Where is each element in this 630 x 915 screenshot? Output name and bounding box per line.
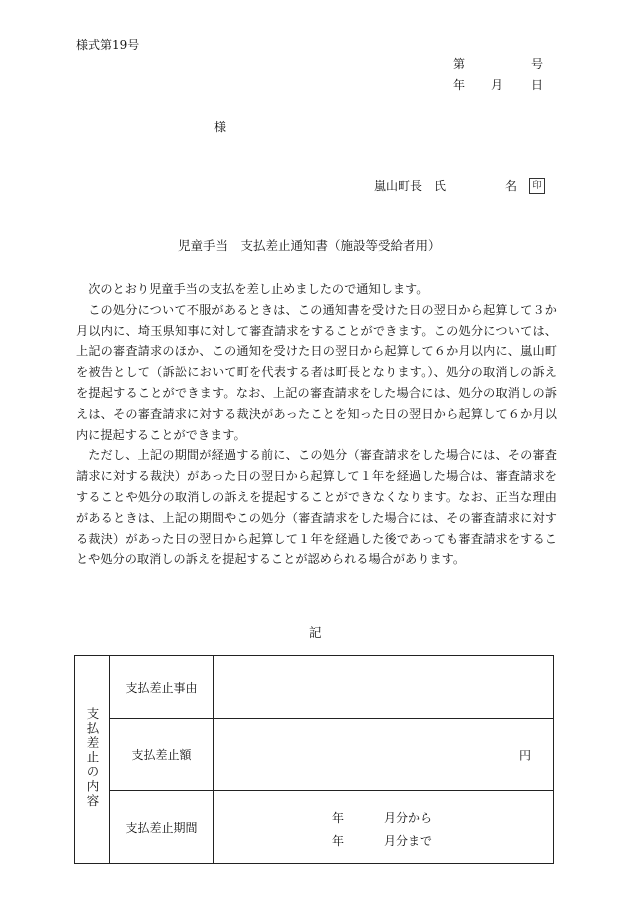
document-number-label: 第 — [453, 57, 466, 71]
body-paragraph: ただし、上記の期間が経過する前に、この処分（審査請求をした場合には、その審査請求に対する裁決）があった日の翌日から起算して１年を経過した場合は、審査請求をすることや処分の取消しの訴えを提起することができなくなります。なお、正当な理由があるときは、上記の期間やこの処分（審査請求をした場合には、その審査請求に対する裁決）があった日の翌日から起算して１年を経過した後であっても審査請求をすることや処分の取消しの訴えを提起することが認められる場合があります。 — [76, 448, 557, 567]
period-label: 支払差止期間 — [110, 791, 214, 864]
amount-value-field[interactable] — [214, 719, 554, 791]
ki-heading: 記 — [309, 625, 322, 640]
date-year-label: 年 — [453, 78, 466, 92]
body-paragraph: この処分について不服があるときは、この通知書を受けた日の翌日から起算して３か月以内に、埼玉県知事に対して審査請求をすることができます。この処分については、上記の審査請求のほか、この通知を受けた日の翌日から起算して６か月以内に、嵐山町を被告として（訴訟において町を代表する者は町長となります。）、処分の取消しの訴えを提起することができます。なお、上記の審査請求をした場合には、処分の取消しの訴えは、その審査請求に対する裁決があったことを知った日の翌日から起算して６か月以内に提起することができます。 — [76, 302, 557, 442]
form-number: 様式第19号 — [76, 38, 140, 52]
addressee-honorific: 様 — [214, 120, 227, 134]
notice-body — [76, 279, 557, 570]
date-month-label: 月 — [491, 78, 504, 92]
date-day-label: 日 — [531, 78, 544, 92]
period-to — [332, 832, 432, 849]
period-to-year: 年 — [332, 834, 345, 848]
document-number-suffix: 号 — [531, 57, 544, 71]
table-row — [75, 656, 554, 719]
yen-unit: 円 — [518, 748, 531, 762]
issuer-name-label: 名 — [505, 179, 518, 193]
issuer-title: 嵐山町長 氏 — [374, 179, 447, 193]
period-to-text: 月分まで — [384, 834, 433, 848]
period-from-text: 月分から — [384, 811, 433, 825]
suspension-details-table — [74, 655, 554, 864]
period-value-field[interactable] — [214, 791, 554, 864]
amount-label: 支払差止額 — [110, 719, 214, 791]
group-label: 支払差止の内容 — [85, 707, 100, 809]
table-row — [75, 791, 554, 864]
period-from-year: 年 — [332, 811, 345, 825]
body-paragraph: 次のとおり児童手当の支払を差し止めましたので通知します。 — [88, 282, 429, 296]
reason-value-field[interactable] — [214, 656, 554, 719]
document-title: 児童手当 支払差止通知書（施設等受給者用） — [178, 238, 441, 253]
group-label-cell — [75, 656, 110, 864]
reason-label: 支払差止事由 — [110, 656, 214, 719]
table-row — [75, 719, 554, 791]
seal-mark: 印 — [529, 178, 545, 194]
period-from — [332, 809, 432, 826]
